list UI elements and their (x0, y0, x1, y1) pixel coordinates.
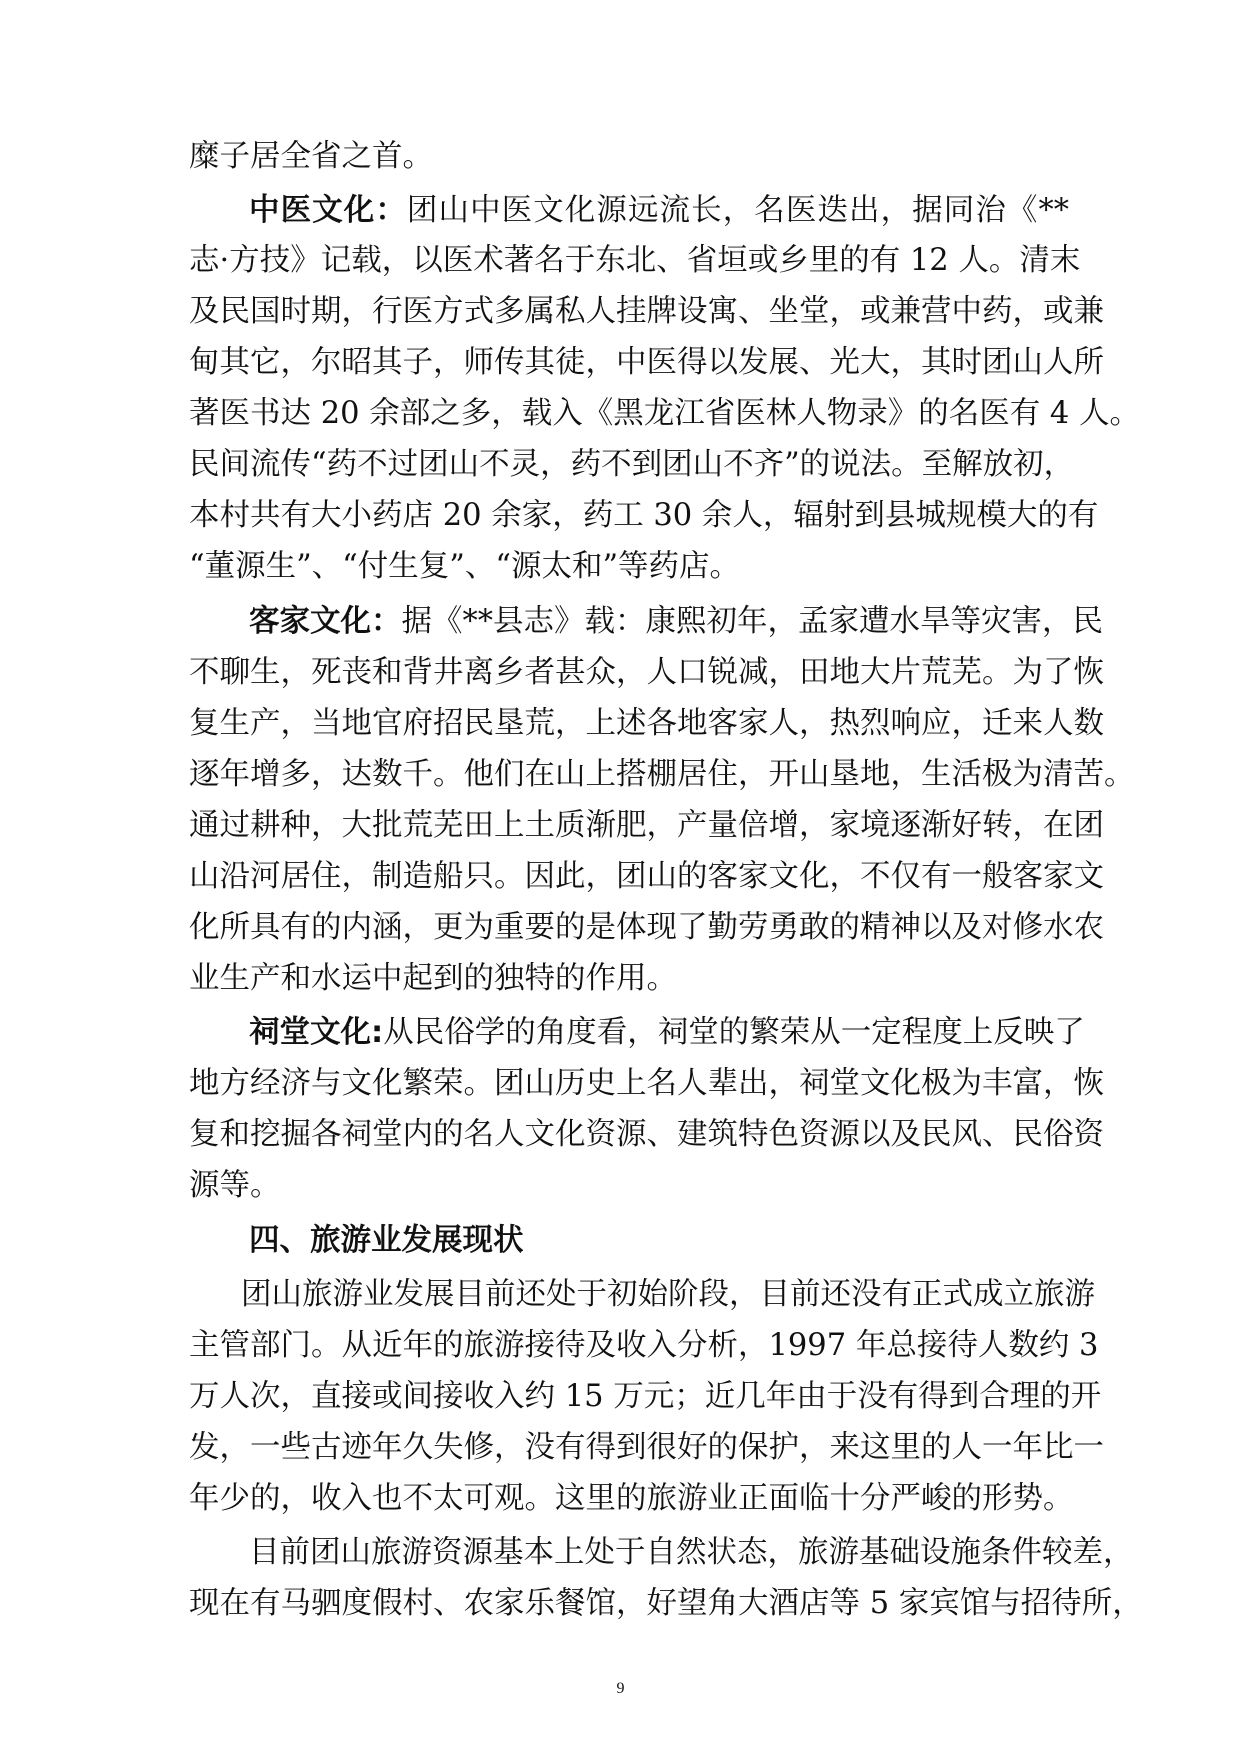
paragraph-line: 地方经济与文化繁荣。团山历史上名人辈出，祠堂文化极为丰富，恢 (189, 1066, 1104, 1101)
paragraph-line: 发，一些古迹年久失修，没有得到很好的保护，来这里的人一年比一 (189, 1430, 1104, 1465)
section-heading: 四、旅游业发展现状 (249, 1223, 524, 1258)
section-term: 客家文化： (249, 604, 402, 639)
paragraph-line: 现在有马驷度假村、农家乐餐馆，好望角大酒店等 5 家宾馆与招待所， (189, 1586, 1143, 1621)
paragraph-line: 万人次，直接或间接收入约 15 万元；近几年由于没有得到合理的开 (189, 1379, 1102, 1414)
paragraph-line: 著医书达 20 余部之多，载入《黑龙江省医林人物录》的名医有 4 人。 (189, 396, 1140, 431)
paragraph-line: 志·方技》记载，以医术著名于东北、省垣或乡里的有 12 人。清末 (189, 243, 1081, 278)
paragraph-line: 主管部门。从近年的旅游接待及收入分析，1997 年总接待人数约 3 (189, 1328, 1099, 1363)
paragraph-first-line (249, 188, 1069, 234)
paragraph-line: 不聊生，死丧和背井离乡者甚众，人口锐减，田地大片荒芜。为了恢 (189, 655, 1104, 690)
paragraph-line: “董源生”、“付生复”、“源太和”等药店。 (189, 549, 741, 584)
section-term: 中医文化： (249, 193, 407, 228)
paragraph-line: 糜子居全省之首。 (189, 139, 433, 174)
paragraph-line: 甸其它，尔昭其子，师传其徒，中医得以发展、光大，其时团山人所 (189, 345, 1104, 380)
paragraph-text: 从民俗学的角度看，祠堂的繁荣从一定程度上反映了 (383, 1015, 1085, 1050)
paragraph-line: 复生产，当地官府招民垦荒，上述各地客家人，热烈响应，迁来人数 (189, 706, 1104, 741)
paragraph-line: 本村共有大小药店 20 余家，药工 30 余人，辐射到县城规模大的有 (189, 498, 1099, 533)
paragraph-line: 源等。 (189, 1168, 281, 1203)
paragraph-first-line: 团山旅游业发展目前还处于初始阶段，目前还没有正式成立旅游 (241, 1277, 1095, 1312)
paragraph-line: 复和挖掘各祠堂内的名人文化资源、建筑特色资源以及民风、民俗资 (189, 1117, 1104, 1152)
paragraph-line: 逐年增多，达数千。他们在山上搭棚居住，开山垦地，生活极为清苦。 (189, 757, 1135, 792)
paragraph-first-line (249, 1010, 1085, 1056)
paragraph-first-line (249, 599, 1103, 645)
paragraph-text: 据《**县志》载：康熙初年，孟家遭水旱等灾害，民 (401, 604, 1103, 639)
paragraph-line: 山沿河居住，制造船只。因此，团山的客家文化，不仅有一般客家文 (189, 859, 1104, 894)
page-number: 9 (616, 1680, 625, 1697)
paragraph-line: 年少的，收入也不太可观。这里的旅游业正面临十分严峻的形势。 (189, 1481, 1074, 1516)
paragraph-line: 通过耕种，大批荒芜田上土质渐肥，产量倍增，家境逐渐好转，在团 (189, 808, 1104, 843)
paragraph-line: 及民国时期，行医方式多属私人挂牌设寓、坐堂，或兼营中药，或兼 (189, 294, 1104, 329)
paragraph-text: 团山中医文化源远流长，名医迭出，据同治《** (406, 193, 1070, 228)
paragraph-first-line: 目前团山旅游资源基本上处于自然状态，旅游基础设施条件较差， (249, 1535, 1134, 1570)
paragraph-line: 民间流传“药不过团山不灵，药不到团山不齐”的说法。至解放初， (189, 447, 1075, 482)
section-term: 祠堂文化: (249, 1015, 384, 1050)
paragraph-line: 化所具有的内涵，更为重要的是体现了勤劳勇敢的精神以及对修水农 (189, 910, 1104, 945)
paragraph-line: 业生产和水运中起到的独特的作用。 (189, 961, 677, 996)
